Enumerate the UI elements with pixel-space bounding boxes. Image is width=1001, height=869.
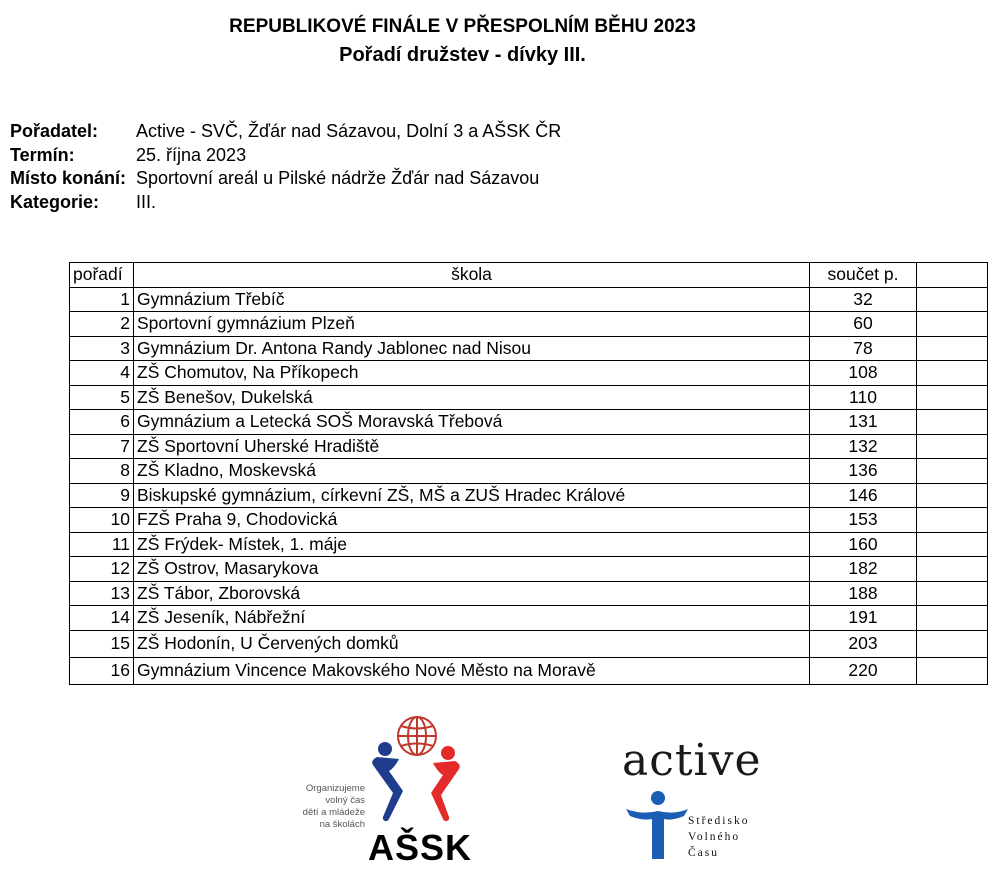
sum-cell: 203 — [810, 630, 917, 657]
assk-tagline — [285, 783, 365, 831]
extra-cell — [917, 434, 988, 459]
header-rank: pořadí — [70, 263, 134, 288]
table-row — [70, 657, 988, 684]
assk-tagline-line: dětí a mládeže — [302, 807, 365, 818]
extra-cell — [917, 581, 988, 606]
school-cell: ZŠ Ostrov, Masarykova — [134, 557, 810, 582]
table-row — [70, 532, 988, 557]
rank-cell: 7 — [70, 434, 134, 459]
extra-cell — [917, 483, 988, 508]
table-row — [70, 581, 988, 606]
sum-cell: 136 — [810, 459, 917, 484]
assk-tagline-line: na školách — [319, 819, 365, 830]
rank-cell: 3 — [70, 336, 134, 361]
school-cell: ZŠ Hodonín, U Červených domků — [134, 630, 810, 657]
info-organizer — [10, 120, 561, 144]
extra-cell — [917, 459, 988, 484]
info-venue — [10, 167, 561, 191]
results-table — [69, 262, 988, 685]
school-cell: Gymnázium Vincence Makovského Nové Město na Moravě — [134, 657, 810, 684]
active-figure-icon — [622, 789, 688, 861]
school-cell: Biskupské gymnázium, církevní ZŠ, MŠ a ZUŠ Hradec Králové — [134, 483, 810, 508]
info-value: Sportovní areál u Pilské nádrže Žďár nad Sázavou — [136, 168, 540, 188]
active-caption-line: Času — [688, 847, 719, 859]
table-row — [70, 385, 988, 410]
rank-cell: 5 — [70, 385, 134, 410]
event-info — [10, 120, 561, 214]
school-cell: ZŠ Kladno, Moskevská — [134, 459, 810, 484]
active-caption-line: Volného — [688, 831, 741, 843]
rank-cell: 8 — [70, 459, 134, 484]
school-cell: ZŠ Frýdek- Místek, 1. máje — [134, 532, 810, 557]
header-school: škola — [134, 263, 810, 288]
extra-cell — [917, 410, 988, 435]
table-row — [70, 459, 988, 484]
school-cell: ZŠ Chomutov, Na Příkopech — [134, 361, 810, 386]
sum-cell: 110 — [810, 385, 917, 410]
table-header-row — [70, 263, 988, 288]
info-value: III. — [136, 191, 157, 212]
school-cell: Sportovní gymnázium Plzeň — [134, 312, 810, 337]
info-value: Active - SVČ, Žďár nad Sázavou, Dolní 3 a AŠSK ČR — [136, 121, 562, 141]
school-cell: Gymnázium Třebíč — [134, 287, 810, 312]
extra-cell — [917, 630, 988, 657]
header-sum: součet p. — [810, 263, 917, 288]
rank-cell: 13 — [70, 581, 134, 606]
rank-cell: 2 — [70, 312, 134, 337]
rank-cell: 10 — [70, 508, 134, 533]
rank-cell: 9 — [70, 483, 134, 508]
sum-cell: 60 — [810, 312, 917, 337]
sum-cell: 182 — [810, 557, 917, 582]
school-cell: ZŠ Sportovní Uherské Hradiště — [134, 434, 810, 459]
page-subtitle: Pořadí družstev - dívky III. — [339, 44, 586, 66]
sum-cell: 220 — [810, 657, 917, 684]
extra-cell — [917, 557, 988, 582]
assk-wordmark: AŠSK — [368, 827, 473, 868]
assk-logo — [285, 715, 485, 868]
active-wordmark: active — [622, 735, 762, 786]
extra-cell — [917, 385, 988, 410]
rank-cell: 16 — [70, 657, 134, 684]
rank-cell: 15 — [70, 630, 134, 657]
sum-cell: 153 — [810, 508, 917, 533]
rank-cell: 14 — [70, 606, 134, 631]
header-extra — [917, 263, 988, 288]
sum-cell: 131 — [810, 410, 917, 435]
extra-cell — [917, 312, 988, 337]
info-label: Kategorie: — [10, 191, 100, 212]
sum-cell: 160 — [810, 532, 917, 557]
sum-cell: 32 — [810, 287, 917, 312]
sum-cell: 78 — [810, 336, 917, 361]
extra-cell — [917, 287, 988, 312]
table-row — [70, 410, 988, 435]
rank-cell: 1 — [70, 287, 134, 312]
info-date — [10, 144, 561, 168]
table-row — [70, 336, 988, 361]
extra-cell — [917, 657, 988, 684]
assk-tagline-line: volný čas — [325, 795, 365, 806]
table-row — [70, 287, 988, 312]
info-label: Pořadatel: — [10, 121, 99, 141]
rank-cell: 12 — [70, 557, 134, 582]
sum-cell: 146 — [810, 483, 917, 508]
school-cell: FZŠ Praha 9, Chodovická — [134, 508, 810, 533]
sum-cell: 188 — [810, 581, 917, 606]
school-cell: ZŠ Benešov, Dukelská — [134, 385, 810, 410]
table-row — [70, 361, 988, 386]
sum-cell: 132 — [810, 434, 917, 459]
active-caption — [688, 813, 749, 861]
info-value: 25. října 2023 — [136, 144, 247, 165]
school-cell: Gymnázium a Letecká SOŠ Moravská Třebová — [134, 410, 810, 435]
school-cell: ZŠ Jeseník, Nábřežní — [134, 606, 810, 631]
school-cell: Gymnázium Dr. Antona Randy Jablonec nad Nisou — [134, 336, 810, 361]
extra-cell — [917, 336, 988, 361]
rank-cell: 11 — [70, 532, 134, 557]
rank-cell: 6 — [70, 410, 134, 435]
active-caption-line: Středisko — [688, 815, 750, 827]
active-logo — [620, 735, 790, 860]
extra-cell — [917, 606, 988, 631]
info-label: Místo konání: — [10, 168, 126, 188]
sum-cell: 191 — [810, 606, 917, 631]
extra-cell — [917, 508, 988, 533]
info-label: Termín: — [10, 144, 75, 165]
table-row — [70, 434, 988, 459]
table-row — [70, 557, 988, 582]
page-title: REPUBLIKOVÉ FINÁLE V PŘESPOLNÍM BĚHU 2023 — [229, 16, 696, 37]
assk-tagline-line: Organizujeme — [305, 783, 365, 794]
table-row — [70, 312, 988, 337]
table-row — [70, 483, 988, 508]
rank-cell: 4 — [70, 361, 134, 386]
table-row — [70, 606, 988, 631]
info-category — [10, 191, 561, 215]
table-row — [70, 630, 988, 657]
sum-cell: 108 — [810, 361, 917, 386]
school-cell: ZŠ Tábor, Zborovská — [134, 581, 810, 606]
table-row — [70, 508, 988, 533]
extra-cell — [917, 532, 988, 557]
extra-cell — [917, 361, 988, 386]
